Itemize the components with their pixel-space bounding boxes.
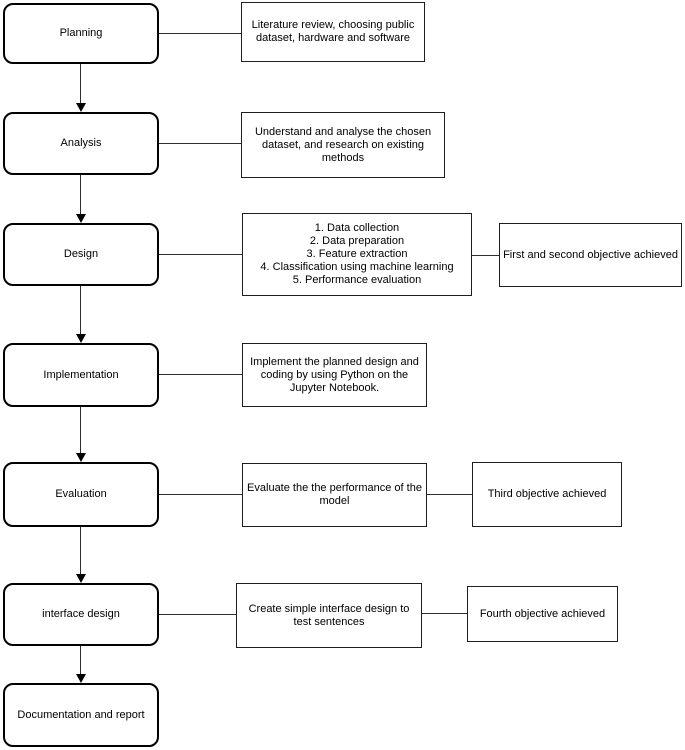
objective-label: Fourth objective achieved	[479, 607, 606, 620]
description-line: test sentences	[293, 615, 365, 628]
description-line: 5. Performance evaluation	[292, 274, 422, 286]
connector-design-description	[159, 254, 242, 255]
description-line: 3. Feature extraction	[306, 248, 408, 260]
description-line: Understand and analyse the chosen	[254, 125, 432, 138]
stage-label: Implementation	[43, 368, 119, 381]
description-line: 4. Classification using machine learning	[260, 261, 454, 273]
description-line: Implement the planned design and	[250, 355, 419, 368]
description-node-design	[242, 213, 472, 296]
arrow-down-icon	[76, 574, 86, 583]
flow-arrow-implementation-evaluation	[80, 407, 81, 453]
description-line: methods	[321, 151, 365, 164]
connector-interface-design-description	[159, 614, 236, 615]
flow-arrow-design-implementation	[80, 286, 81, 334]
description-line: dataset, and research on existing	[261, 138, 425, 151]
connector-interface-design-objective	[422, 613, 467, 614]
description-line: 2. Data preparation	[309, 235, 405, 247]
description-node-implementation	[242, 343, 427, 407]
connector-evaluation-description	[159, 494, 242, 495]
stage-node-documentation	[3, 683, 159, 747]
flow-arrow-evaluation-interface-design	[80, 527, 81, 574]
arrow-down-icon	[76, 334, 86, 343]
stage-node-implementation	[3, 343, 159, 407]
arrow-down-icon	[76, 214, 86, 223]
description-line: Create simple interface design to	[248, 602, 410, 615]
stage-node-evaluation	[3, 462, 159, 527]
description-line: Literature review, choosing public	[251, 19, 415, 31]
description-line: 1. Data collection	[314, 222, 400, 234]
description-line: dataset, hardware and software	[255, 32, 411, 44]
stage-node-planning	[3, 3, 159, 64]
objective-node-design	[499, 223, 682, 287]
arrow-down-icon	[76, 453, 86, 462]
connector-planning-description	[159, 33, 241, 34]
arrow-down-icon	[76, 674, 86, 683]
objective-label: Third objective achieved	[487, 488, 607, 500]
stage-node-interface-design	[3, 583, 159, 646]
description-node-analysis	[241, 112, 445, 178]
connector-design-objective	[472, 255, 499, 256]
objective-node-evaluation	[472, 462, 622, 527]
description-line: Jupyter Notebook.	[289, 381, 380, 394]
flow-arrow-planning-analysis	[80, 64, 81, 103]
stage-label: interface design	[42, 608, 120, 620]
stage-node-analysis	[3, 112, 159, 175]
stage-label: Analysis	[60, 137, 102, 149]
arrow-down-icon	[76, 103, 86, 112]
stage-label: Planning	[59, 27, 103, 39]
connector-evaluation-objective	[427, 494, 472, 495]
objective-node-interface-design	[467, 586, 618, 642]
description-line: coding by using Python on the	[260, 368, 409, 381]
stage-label: Design	[63, 248, 99, 260]
description-line: model	[319, 495, 350, 507]
stage-label: Evaluation	[55, 488, 107, 500]
description-node-evaluation	[242, 463, 427, 527]
description-line: Evaluate the the performance of the	[247, 482, 422, 494]
flow-arrow-interface-design-documentation	[80, 646, 81, 674]
stage-label: Documentation and report	[17, 708, 145, 721]
description-node-planning	[241, 2, 425, 62]
connector-analysis-description	[159, 143, 241, 144]
connector-implementation-description	[159, 374, 242, 375]
flow-arrow-analysis-design	[80, 175, 81, 214]
description-node-interface-design	[236, 583, 422, 648]
stage-node-design	[3, 223, 159, 286]
objective-label: First and second objective achieved	[503, 248, 678, 261]
